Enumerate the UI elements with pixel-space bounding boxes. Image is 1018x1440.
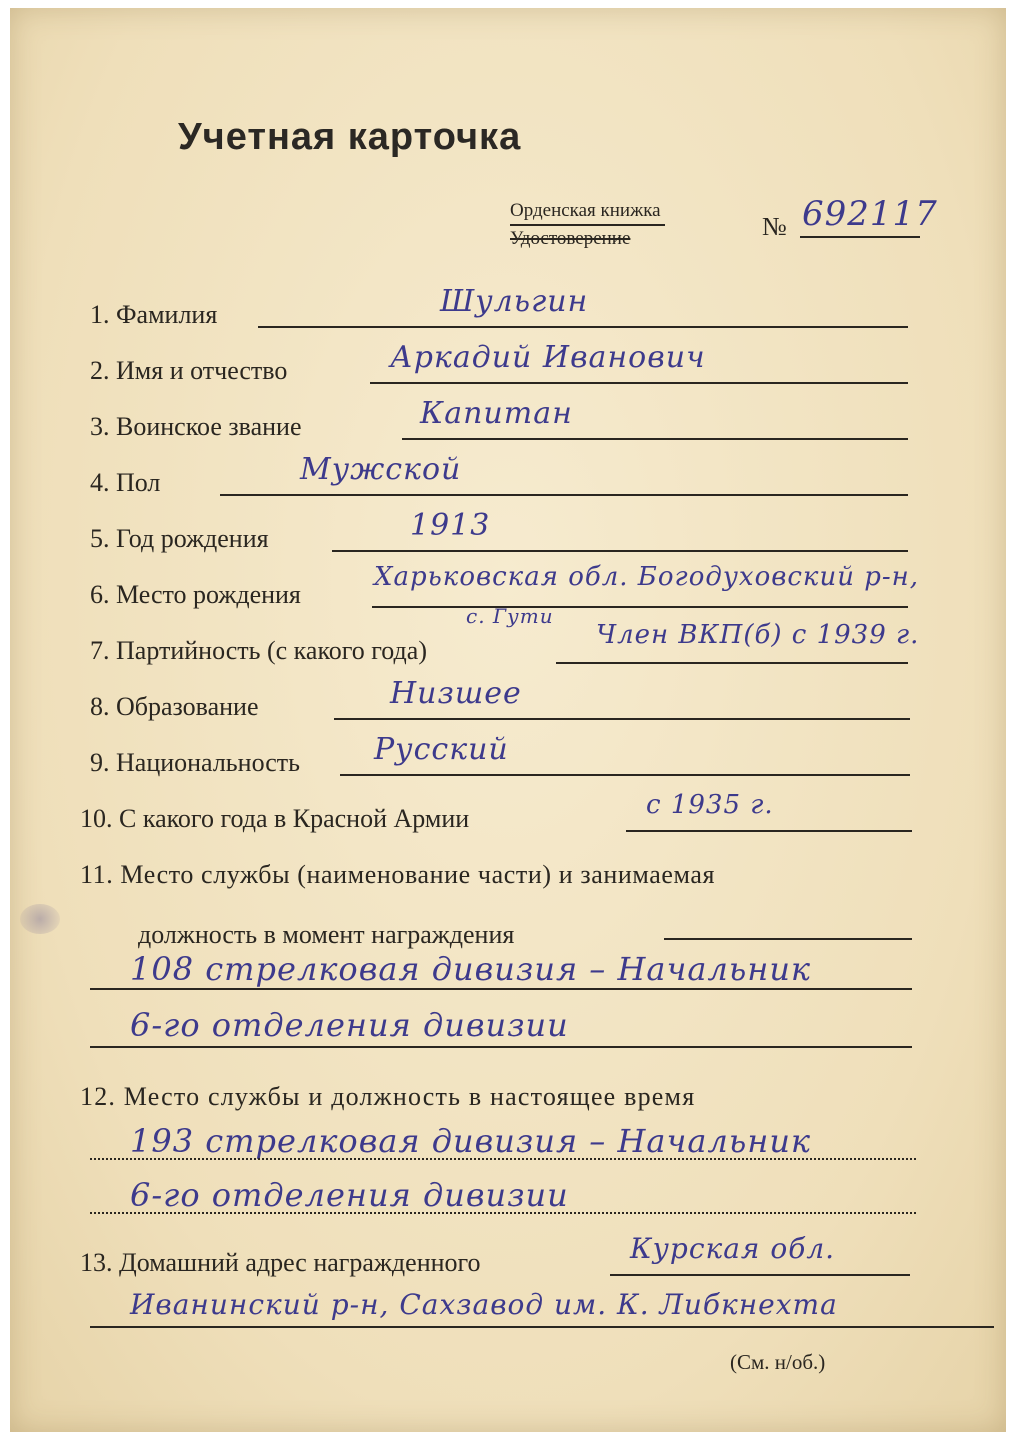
- field-label-current-service: 12. Место службы и должность в настоящее время: [80, 1082, 696, 1111]
- field-line-current-service-2: [90, 1212, 916, 1214]
- field-value-party: Член ВКП(б) с 1939 г.: [596, 620, 920, 650]
- field-value-surname: Шульгин: [440, 284, 589, 319]
- certificate-label-struck: Удостоверение: [510, 228, 631, 249]
- number-sign: №: [762, 212, 787, 241]
- field-line-army-since: [626, 830, 912, 832]
- field-line-home-address-1: [610, 1274, 910, 1276]
- field-line-surname: [258, 326, 908, 328]
- field-label-nationality: 9. Национальность: [90, 748, 300, 777]
- field-line-birthplace: [372, 606, 908, 608]
- field-label-sex: 4. Пол: [90, 468, 161, 497]
- field-value-education: Низшее: [390, 676, 522, 711]
- field-line-nationality: [340, 774, 910, 776]
- field-label-party: 7. Партийность (с какого года): [90, 636, 427, 665]
- field-value-service-at-award-2: 6-го отделения дивизии: [130, 1006, 569, 1044]
- field-value-birthplace-village: с. Гути: [466, 604, 554, 628]
- document-number: 692117: [802, 194, 938, 234]
- order-book-label: Орденская книжка: [510, 198, 665, 226]
- field-line-current-service-1: [90, 1158, 916, 1160]
- field-line-sex: [220, 494, 908, 496]
- field-label-education: 8. Образование: [90, 692, 259, 721]
- field-value-home-address-2: Иванинский р-н, Сахзавод им. К. Либкнехта: [130, 1288, 838, 1321]
- field-value-sex: Мужской: [300, 452, 462, 487]
- field-value-name-patronymic: Аркадий Иванович: [390, 340, 706, 375]
- field-value-service-at-award-1: 108 стрелковая дивизия – Начальник: [130, 950, 812, 988]
- field-label-service-at-award: 11. Место службы (наименование части) и занимаемая: [80, 860, 716, 889]
- field-line-service-at-award-3: [90, 1046, 912, 1048]
- number-underline: [800, 236, 920, 238]
- field-line-service-at-award-2: [90, 988, 912, 990]
- field-line-birth-year: [332, 550, 908, 552]
- field-label-birthplace: 6. Место рождения: [90, 580, 301, 609]
- field-value-rank: Капитан: [420, 396, 573, 431]
- card-title: Учетная карточка: [178, 116, 522, 158]
- field-value-current-service-1: 193 стрелковая дивизия – Начальник: [130, 1122, 812, 1160]
- field-value-current-service-2: 6-го отделения дивизии: [130, 1176, 569, 1214]
- field-value-birthplace: Харьковская обл. Богодуховский р-н,: [374, 562, 920, 592]
- record-card: [10, 8, 1006, 1432]
- field-line-name-patronymic: [370, 382, 908, 384]
- field-value-army-since: с 1935 г.: [646, 790, 774, 820]
- field-value-nationality: Русский: [374, 732, 509, 767]
- field-label-home-address: 13. Домашний адрес награжденного: [80, 1248, 481, 1277]
- field-line-service-at-award: [664, 938, 912, 940]
- field-label-name-patronymic: 2. Имя и отчество: [90, 356, 288, 385]
- field-label-birth-year: 5. Год рождения: [90, 524, 269, 553]
- ink-smudge: [20, 904, 60, 934]
- field-line-rank: [402, 438, 908, 440]
- field-label-surname: 1. Фамилия: [90, 300, 218, 329]
- field-value-birth-year: 1913: [410, 508, 491, 543]
- field-label-service-at-award-cont: должность в момент награждения: [138, 920, 515, 949]
- document-type: [510, 198, 665, 252]
- field-label-rank: 3. Воинское звание: [90, 412, 302, 441]
- field-value-home-address-1: Курская обл.: [630, 1232, 836, 1265]
- field-label-army-since: 10. С какого года в Красной Армии: [80, 804, 470, 833]
- field-line-education: [334, 718, 910, 720]
- see-reverse-note: (См. н/об.): [730, 1350, 826, 1374]
- field-line-home-address-2: [90, 1326, 994, 1328]
- field-line-party: [556, 662, 908, 664]
